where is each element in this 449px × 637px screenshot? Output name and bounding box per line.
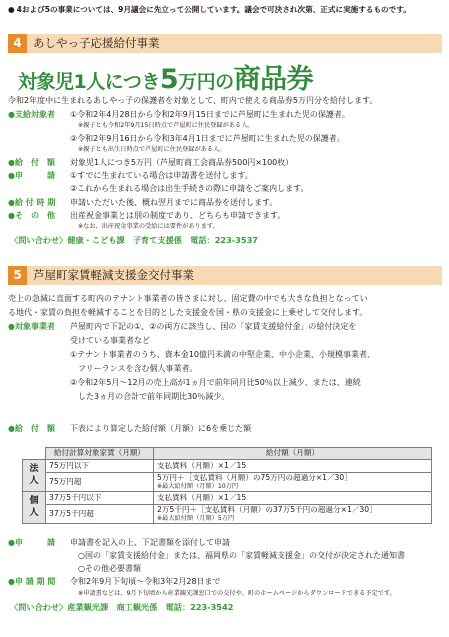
table-cell-formula-with-note: [154, 473, 432, 492]
section4-number: 4: [8, 34, 27, 53]
period-label: ●申 請 期 間: [8, 577, 56, 586]
table-col-rent: 給付計算対象家賃（月額）: [46, 448, 154, 460]
table-cell-formula-with-note: [154, 505, 432, 524]
apply-line-2: ②これから生まれる場合は出生手続きの際に申請をご案内します。: [70, 184, 309, 193]
section5-title: 芦屋町家賃軽減支援金交付事業: [33, 267, 194, 282]
eligible-note-2: ※親子とも出生日時点で芦屋町に住民登録がある人。: [78, 146, 226, 153]
table-category-corporation: 法人: [23, 460, 46, 492]
apply5-line-1: 申請書を記入の上、下記書類を添付して申請: [70, 538, 230, 547]
section4-intro: 令和2年度中に生まれるあしやっ子の保護者を対象として、町内で使える商品券5万円分を給付します。: [8, 96, 378, 105]
table-header-row: [23, 448, 432, 460]
headline-part-a: 対象児1人につき: [18, 71, 160, 93]
notice-bullet: ●: [8, 5, 15, 14]
table-corner: [23, 448, 46, 460]
headline-amount: 5: [159, 64, 179, 95]
timing-label: ●給 付 時 期: [8, 198, 56, 207]
section4-headline: [18, 62, 313, 98]
notice: [8, 5, 444, 15]
other-note: ※なお、出産祝金事業の受給には要件があります。: [78, 223, 219, 230]
notice-text: 4および5の事業については、9月議会に先立って公開しています。議会で可決され次第、正式に実施するものです。: [16, 5, 411, 14]
period-text: 令和2年9月下旬頃～令和3年2月28日まで: [70, 577, 221, 586]
table-note: ※最大給付額（月額）10万円: [157, 483, 239, 491]
target-line-6: した3ヵ月の合計で前年同期比30％減少。: [70, 392, 230, 401]
section5-banner: [8, 266, 442, 285]
table-cell-amount: 75万円以下: [46, 460, 154, 473]
apply5-line-2: ○国の「家賃支援給付金」または、福岡県の「家賃軽減支援金」の交付が決定された通知書: [78, 551, 405, 560]
target-line-2: 受けている事業者など: [70, 336, 150, 345]
benefit-label: ●給 付 額: [8, 158, 55, 167]
apply-label-5: ●申 請: [8, 538, 55, 547]
table-col-benefit: 給付額（月額）: [154, 448, 432, 460]
section5-intro-2: る地代・家賃の負担を軽減することを目的とした支援金を国・県の支援金に上乗せして交付します。: [8, 308, 368, 317]
section5-contact: 〈問い合わせ〉産業観光課 商工観光係 電話：223-3542: [10, 602, 234, 612]
table-cell-amount: 37万5千円超: [46, 505, 154, 524]
section5-number: 5: [8, 266, 27, 285]
timing-text: 申請いただいた後、概ね翌月までに商品券を送付します。: [70, 198, 278, 207]
table-row: [23, 460, 432, 473]
headline-part-c: 万円の: [178, 71, 234, 93]
apply5-line-3: ○その他必要書類: [78, 564, 141, 573]
benefit-text: 対象児1人につき5万円（芦屋町商工会商品券500円×100枚）: [70, 158, 294, 167]
amount-label: ●給 付 額: [8, 424, 55, 433]
section4-banner: [8, 34, 442, 53]
other-line-1: 出産祝金事業とは別の制度であり、どちらも申請できます。: [70, 211, 286, 220]
section5-intro-1: 売上の急減に直面する町内のテナント事業者の皆さまに対し、固定費の中でも大きな負担となってい: [8, 294, 368, 303]
headline-product: 商品券: [233, 64, 314, 95]
eligible-line-1: ①令和2年4月28日から令和2年9月15日までに芦屋町に生まれた児の保護者。: [70, 110, 350, 119]
period-note: ※申請書などは、9月下旬頃から産業観光課窓口での交付や、町のホームページからダウンロードできる予定です。: [78, 590, 396, 597]
target-line-4: フリーランスを含む個人事業者。: [70, 364, 198, 373]
table-formula: 5万円＋［支払賃料（月額）の75万円の超過分×1／30］: [157, 473, 352, 482]
eligible-note-1: ※親子とも令和2年9月15日時点で芦屋町に住民登録がある人。: [78, 122, 254, 129]
table-row: [23, 505, 432, 524]
benefit-table: [22, 447, 432, 524]
table-cell-amount: 37万5千円以下: [46, 492, 154, 505]
table-cell-formula: 支払賃料（月額）×1／15: [154, 492, 432, 505]
table-category-individual: 個人: [23, 492, 46, 524]
section4-title: あしやっ子応援給付事業: [33, 35, 160, 50]
table-note: ※最大給付額（月額）5万円: [157, 515, 235, 523]
eligible-label: ●支給対象者: [8, 110, 55, 119]
table-cell-amount: 75万円超: [46, 473, 154, 492]
eligible-line-2: ②令和2年9月16日から令和3年4月1日までに芦屋町に生まれた児の保護者。: [70, 134, 345, 143]
target-line-3: ①テナント事業者のうち、資本金10億円未満の中堅企業、中小企業、小規模事業者、: [70, 350, 375, 359]
table-row: [23, 473, 432, 492]
table-cell-formula: 支払賃料（月額）×1／15: [154, 460, 432, 473]
target-label: ●対象事業者: [8, 322, 55, 331]
amount-text: 下表により算定した給付額（月額）に6を乗じた額: [70, 424, 252, 433]
other-label: ●そ の 他: [8, 211, 55, 220]
table-row: [23, 492, 432, 505]
target-line-5: ②令和2年5月～12月の売上高が1ヵ月で前年同月比50％以上減少、または、連続: [70, 378, 361, 387]
target-line-1: 芦屋町内で下記の①、②の両方に該当し、国の「家賃支援給付金」の給付決定を: [70, 322, 357, 331]
table-formula: 2万5千円＋［支払賃料（月額）の37万5千円の超過分×1／30］: [157, 505, 377, 515]
apply-line-1: ①すでに生まれている場合は申請書を送付します。: [70, 171, 253, 180]
section4-contact: 〈問い合わせ〉健康・こども課 子育て支援係 電話：223-3537: [10, 235, 258, 245]
apply-label-4: ●申 請: [8, 171, 55, 180]
